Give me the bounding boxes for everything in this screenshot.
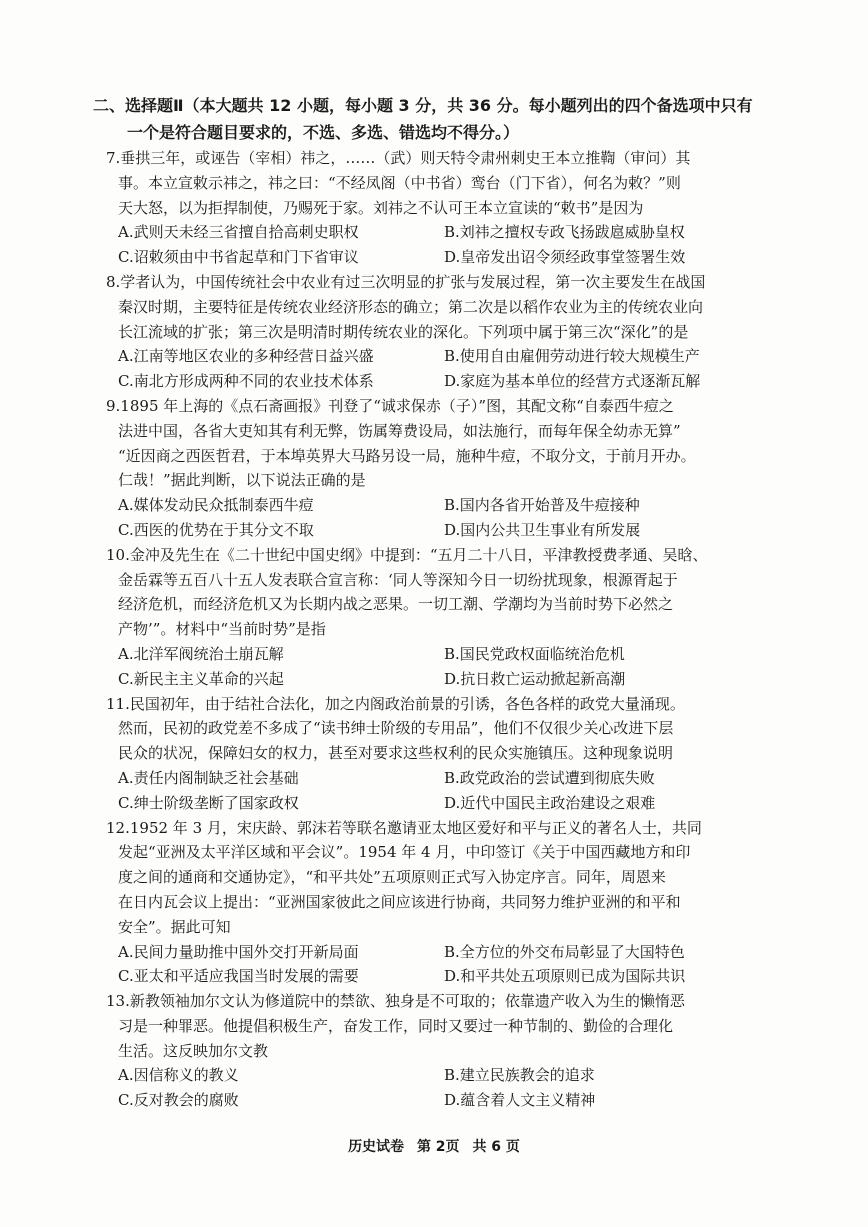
- answer-option: C.诏敕须由中书省起草和门下省审议: [118, 248, 359, 267]
- section-heading: [93, 92, 793, 146]
- answer-option: C.亚太和平适应我国当时发展的需要: [118, 967, 359, 986]
- answer-option: A.民间力量助推中国外交打开新局面: [118, 942, 359, 961]
- answer-option: B.建立民族教会的追求: [444, 1066, 595, 1085]
- answer-option: D.和平共处五项原则已成为国际共识: [444, 967, 686, 986]
- footer-total-pages: 共 6 页: [472, 1139, 520, 1155]
- question-stem-line: 然而，民初的政党差不多成了“读书绅士阶级的专用品”，他们不仅很少关心改进下层: [118, 719, 674, 738]
- question-stem-line: 民众的状况，保障妇女的权力，甚至对要求这些权利的民众实施镇压。这种现象说明: [118, 744, 674, 763]
- answer-option: B.使用自由雇佣劳动进行较大规模生产: [444, 347, 700, 366]
- question-stem-line: 9.1895 年上海的《点石斋画报》刊登了“诚求保赤（子）”图，其配文称“自泰西牛痘之: [106, 396, 674, 415]
- question-stem-line: 生活。这反映加尔文教: [118, 1041, 269, 1060]
- question-stem-line: 度之间的通商和交通协定》，“和平共处”五项原则正式写入协定序言。同年，周恩来: [118, 868, 666, 887]
- answer-option: B.刘祎之擅权专政飞扬跋扈威胁皇权: [444, 223, 685, 242]
- question-stem-line: 事。本立宣敕示祎之，祎之曰：“不经凤阁（中书省）鸾台（门下省），何名为敕？”则: [118, 173, 681, 192]
- answer-options: [118, 766, 786, 816]
- question-stem-line: 8.学者认为，中国传统社会中农业有过三次明显的扩张与发展过程，第一次主要发生在战国: [106, 272, 706, 291]
- answer-options: [118, 344, 786, 394]
- question-stem-line: 安全”。据此可知: [118, 917, 231, 936]
- answer-option: C.新民主主义革命的兴起: [118, 669, 284, 688]
- question-block: [106, 394, 786, 543]
- question-stem-line: 11.民国初年，由于结社合法化，加之内阁政治前景的引诱，各色各样的政党大量涌现。: [106, 694, 685, 713]
- answer-option: A.因信称义的教义: [118, 1066, 239, 1085]
- footer-page-number: 第 2页: [416, 1139, 460, 1155]
- question-stem-line: 发起“亚洲及太平洋区域和平会议”。1954 年 4 月，中印签订《关于中国西藏地方和印: [118, 843, 691, 862]
- answer-option: D.近代中国民主政治建设之艰难: [444, 793, 656, 812]
- question-stem-line: 12.1952 年 3 月，宋庆龄、郭沫若等联名邀请亚太地区爱好和平与正义的著名人士，共同: [106, 818, 702, 837]
- answer-option: A.媒体发动民众抵制泰西牛痘: [118, 496, 314, 515]
- question-stem-line: 金岳霖等五百八十五人发表联合宣言称：‘同人等深知今日一切纷扰现象，根源胥起于: [118, 570, 678, 589]
- question-block: [106, 692, 786, 816]
- section-heading-line-2: 一个是符合题目要求的，不选、多选、错选均不得分。）: [127, 123, 520, 142]
- answer-options: [118, 220, 786, 270]
- answer-option: D.国内公共卫生事业有所发展: [444, 520, 641, 539]
- question-block: [106, 270, 786, 394]
- answer-options: [118, 1063, 786, 1113]
- question-stem-line: 仁哉！”据此判断，以下说法正确的是: [118, 471, 366, 490]
- answer-option: C.绅士阶级垄断了国家政权: [118, 793, 299, 812]
- question-stem-line: 天大怒，以为拒捍制使，乃赐死于家。刘祎之不认可王本立宣读的“敕书”是因为: [118, 198, 644, 217]
- question-stem-line: 7.垂拱三年，或诬告（宰相）祎之，……（武）则天特令肃州刺史王本立推鞫（审问）其: [106, 149, 691, 167]
- question-stem-line: “近因商之西医哲君，于本埠英界大马路另设一局，施种牛痘，不取分文，于前月开办。: [118, 446, 696, 465]
- question-stem-line: 长江流域的扩张；第三次是明清时期传统农业的深化。下列项中属于第三次“深化”的是: [118, 322, 689, 341]
- answer-option: D.抗日救亡运动掀起新高潮: [444, 669, 626, 688]
- question-stem-line: 13.新教领袖加尔文认为修道院中的禁欲、独身是不可取的；依靠遗产收入为生的懒惰恶: [106, 992, 685, 1011]
- question-stem-line: 法进中国，各省大吏知其有利无弊，饬属筹费设局，如法施行，而每年保全幼赤无算”: [118, 421, 681, 440]
- answer-option: C.南北方形成两种不同的农业技术体系: [118, 372, 374, 391]
- page-footer: [0, 1136, 868, 1156]
- answer-option: B.全方位的外交布局彰显了大国特色: [444, 942, 685, 961]
- question-block: [106, 146, 786, 270]
- answer-option: C.反对教会的腐败: [118, 1091, 239, 1110]
- answer-options: [118, 940, 786, 990]
- answer-option: D.皇帝发出诏令须经政事堂签署生效: [444, 248, 686, 267]
- question-block: [106, 543, 786, 692]
- section-heading-line-1: 二、选择题Ⅱ（本大题共 12 小题，每小题 3 分，共 36 分。每小题列出的四个备选项中只有: [93, 96, 753, 115]
- answer-option: A.北洋军阀统治土崩瓦解: [118, 644, 284, 663]
- answer-option: A.武则天未经三省擅自拾高刺史职权: [118, 223, 359, 242]
- question-stem-line: 产物’”。材料中“当前时势”是指: [118, 620, 326, 639]
- answer-options: [118, 493, 786, 543]
- answer-option: B.国民党政权面临统治危机: [444, 644, 625, 663]
- answer-options: [118, 642, 786, 692]
- question-stem-line: 10.金冲及先生在《二十世纪中国史纲》中提到：“五月二十八日，平津教授费孝通、吴晗、: [106, 545, 708, 564]
- answer-option: C.西医的优势在于其分文不取: [118, 520, 314, 539]
- answer-option: A.江南等地区农业的多种经营日益兴盛: [118, 347, 374, 366]
- question-stem-line: 经济危机，而经济危机又为长期内战之恶果。一切工潮、学潮均为当前时势下必然之: [118, 595, 674, 614]
- question-block: [106, 816, 786, 990]
- question-list: [106, 146, 786, 1113]
- answer-option: D.蕴含着人文主义精神: [444, 1091, 596, 1110]
- question-stem-line: 习是一种罪恶。他提倡积极生产，奋发工作，同时又要过一种节制的、勤俭的合理化: [118, 1016, 674, 1035]
- question-stem-line: 秦汉时期，主要特征是传统农业经济形态的确立；第二次是以稻作农业为主的传统农业向: [118, 297, 704, 316]
- answer-option: A.责任内阁制缺乏社会基础: [118, 768, 299, 787]
- question-stem-line: 在日内瓦会议上提出：“亚洲国家彼此之间应该进行协商，共同努力维护亚洲的和平和: [118, 892, 681, 911]
- question-block: [106, 989, 786, 1113]
- answer-option: B.政党政治的尝试遭到彻底失败: [444, 768, 655, 787]
- answer-option: D.家庭为基本单位的经营方式逐渐瓦解: [444, 372, 701, 391]
- footer-subject: 历史试卷: [348, 1139, 405, 1155]
- answer-option: B.国内各省开始普及牛痘接种: [444, 496, 640, 515]
